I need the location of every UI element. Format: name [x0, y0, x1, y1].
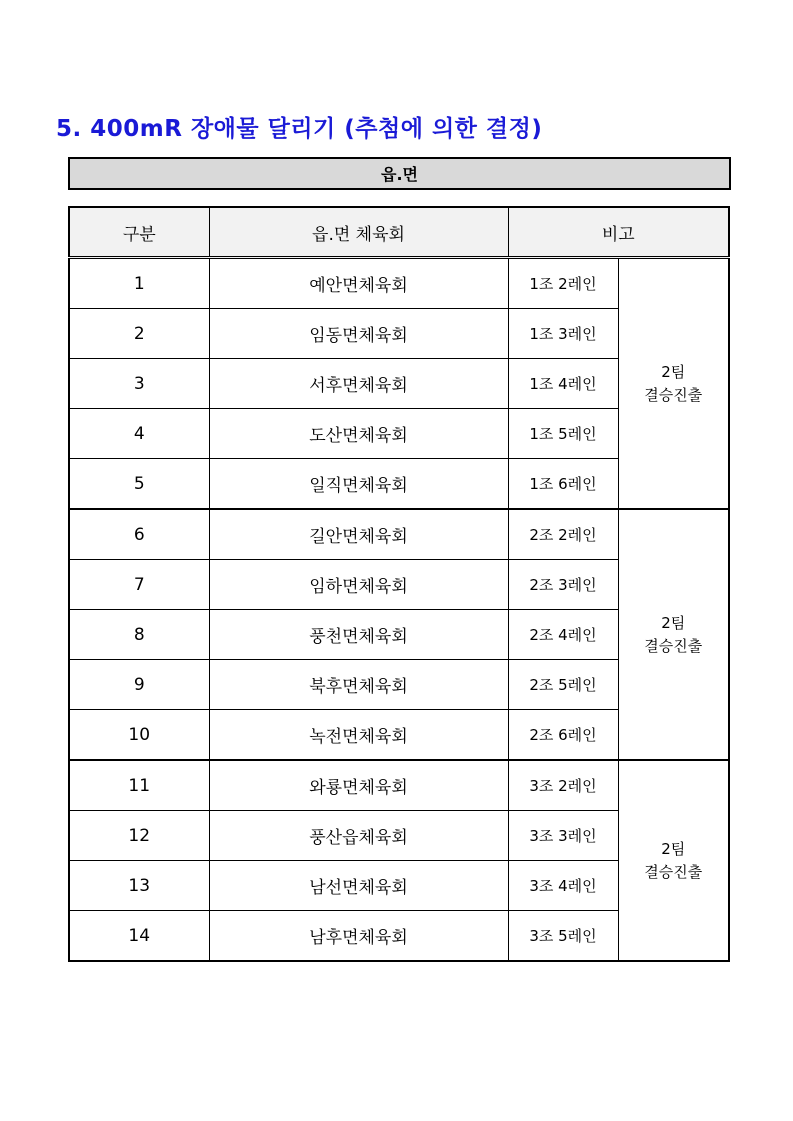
table-row — [69, 258, 729, 309]
lane-assignment: 1조 3레인 — [508, 309, 618, 359]
club-name: 풍산읍체육회 — [209, 811, 508, 861]
club-name: 임동면체육회 — [209, 309, 508, 359]
group-note — [618, 760, 729, 961]
results-table — [68, 206, 730, 962]
page-title: 5. 400mR 장애물 달리기 (추첨에 의한 결정) — [56, 116, 543, 142]
row-number: 7 — [69, 560, 209, 610]
lane-assignment: 2조 2레인 — [508, 509, 618, 560]
lane-assignment: 3조 5레인 — [508, 911, 618, 962]
header-note: 비고 — [508, 207, 729, 258]
lane-assignment: 1조 6레인 — [508, 459, 618, 510]
lane-assignment: 1조 4레인 — [508, 359, 618, 409]
club-name: 남선면체육회 — [209, 861, 508, 911]
table-header-row — [69, 207, 729, 258]
lane-assignment: 1조 5레인 — [508, 409, 618, 459]
club-name: 북후면체육회 — [209, 660, 508, 710]
club-name: 도산면체육회 — [209, 409, 508, 459]
group-note-line2: 결승진출 — [644, 385, 703, 404]
club-name: 남후면체육회 — [209, 911, 508, 962]
club-name: 임하면체육회 — [209, 560, 508, 610]
lane-assignment: 3조 4레인 — [508, 861, 618, 911]
row-number: 8 — [69, 610, 209, 660]
club-name: 예안면체육회 — [209, 258, 508, 309]
club-name: 와룡면체육회 — [209, 760, 508, 811]
group-note-line1: 2팀 — [661, 362, 686, 381]
club-name: 일직면체육회 — [209, 459, 508, 510]
group-note — [618, 258, 729, 510]
row-number: 9 — [69, 660, 209, 710]
row-number: 1 — [69, 258, 209, 309]
group-note-line1: 2팀 — [661, 839, 686, 858]
header-no: 구분 — [69, 207, 209, 258]
lane-assignment: 2조 6레인 — [508, 710, 618, 761]
group-note-line2: 결승진출 — [644, 862, 703, 881]
row-number: 2 — [69, 309, 209, 359]
row-number: 13 — [69, 861, 209, 911]
lane-assignment: 3조 2레인 — [508, 760, 618, 811]
club-name: 녹전면체육회 — [209, 710, 508, 761]
lane-assignment: 2조 4레인 — [508, 610, 618, 660]
row-number: 12 — [69, 811, 209, 861]
table-body — [69, 258, 729, 962]
header-club: 읍.면 체육회 — [209, 207, 508, 258]
lane-assignment: 3조 3레인 — [508, 811, 618, 861]
row-number: 10 — [69, 710, 209, 761]
group-note-line2: 결승진출 — [644, 636, 703, 655]
row-number: 3 — [69, 359, 209, 409]
group-note-line1: 2팀 — [661, 613, 686, 632]
row-number: 5 — [69, 459, 209, 510]
club-name: 길안면체육회 — [209, 509, 508, 560]
lane-assignment: 1조 2레인 — [508, 258, 618, 309]
row-number: 11 — [69, 760, 209, 811]
table-row — [69, 760, 729, 811]
row-number: 6 — [69, 509, 209, 560]
row-number: 4 — [69, 409, 209, 459]
club-name: 풍천면체육회 — [209, 610, 508, 660]
lane-assignment: 2조 3레인 — [508, 560, 618, 610]
table-row — [69, 509, 729, 560]
group-note — [618, 509, 729, 760]
row-number: 14 — [69, 911, 209, 962]
section-header: 읍.면 — [68, 157, 731, 190]
lane-assignment: 2조 5레인 — [508, 660, 618, 710]
club-name: 서후면체육회 — [209, 359, 508, 409]
